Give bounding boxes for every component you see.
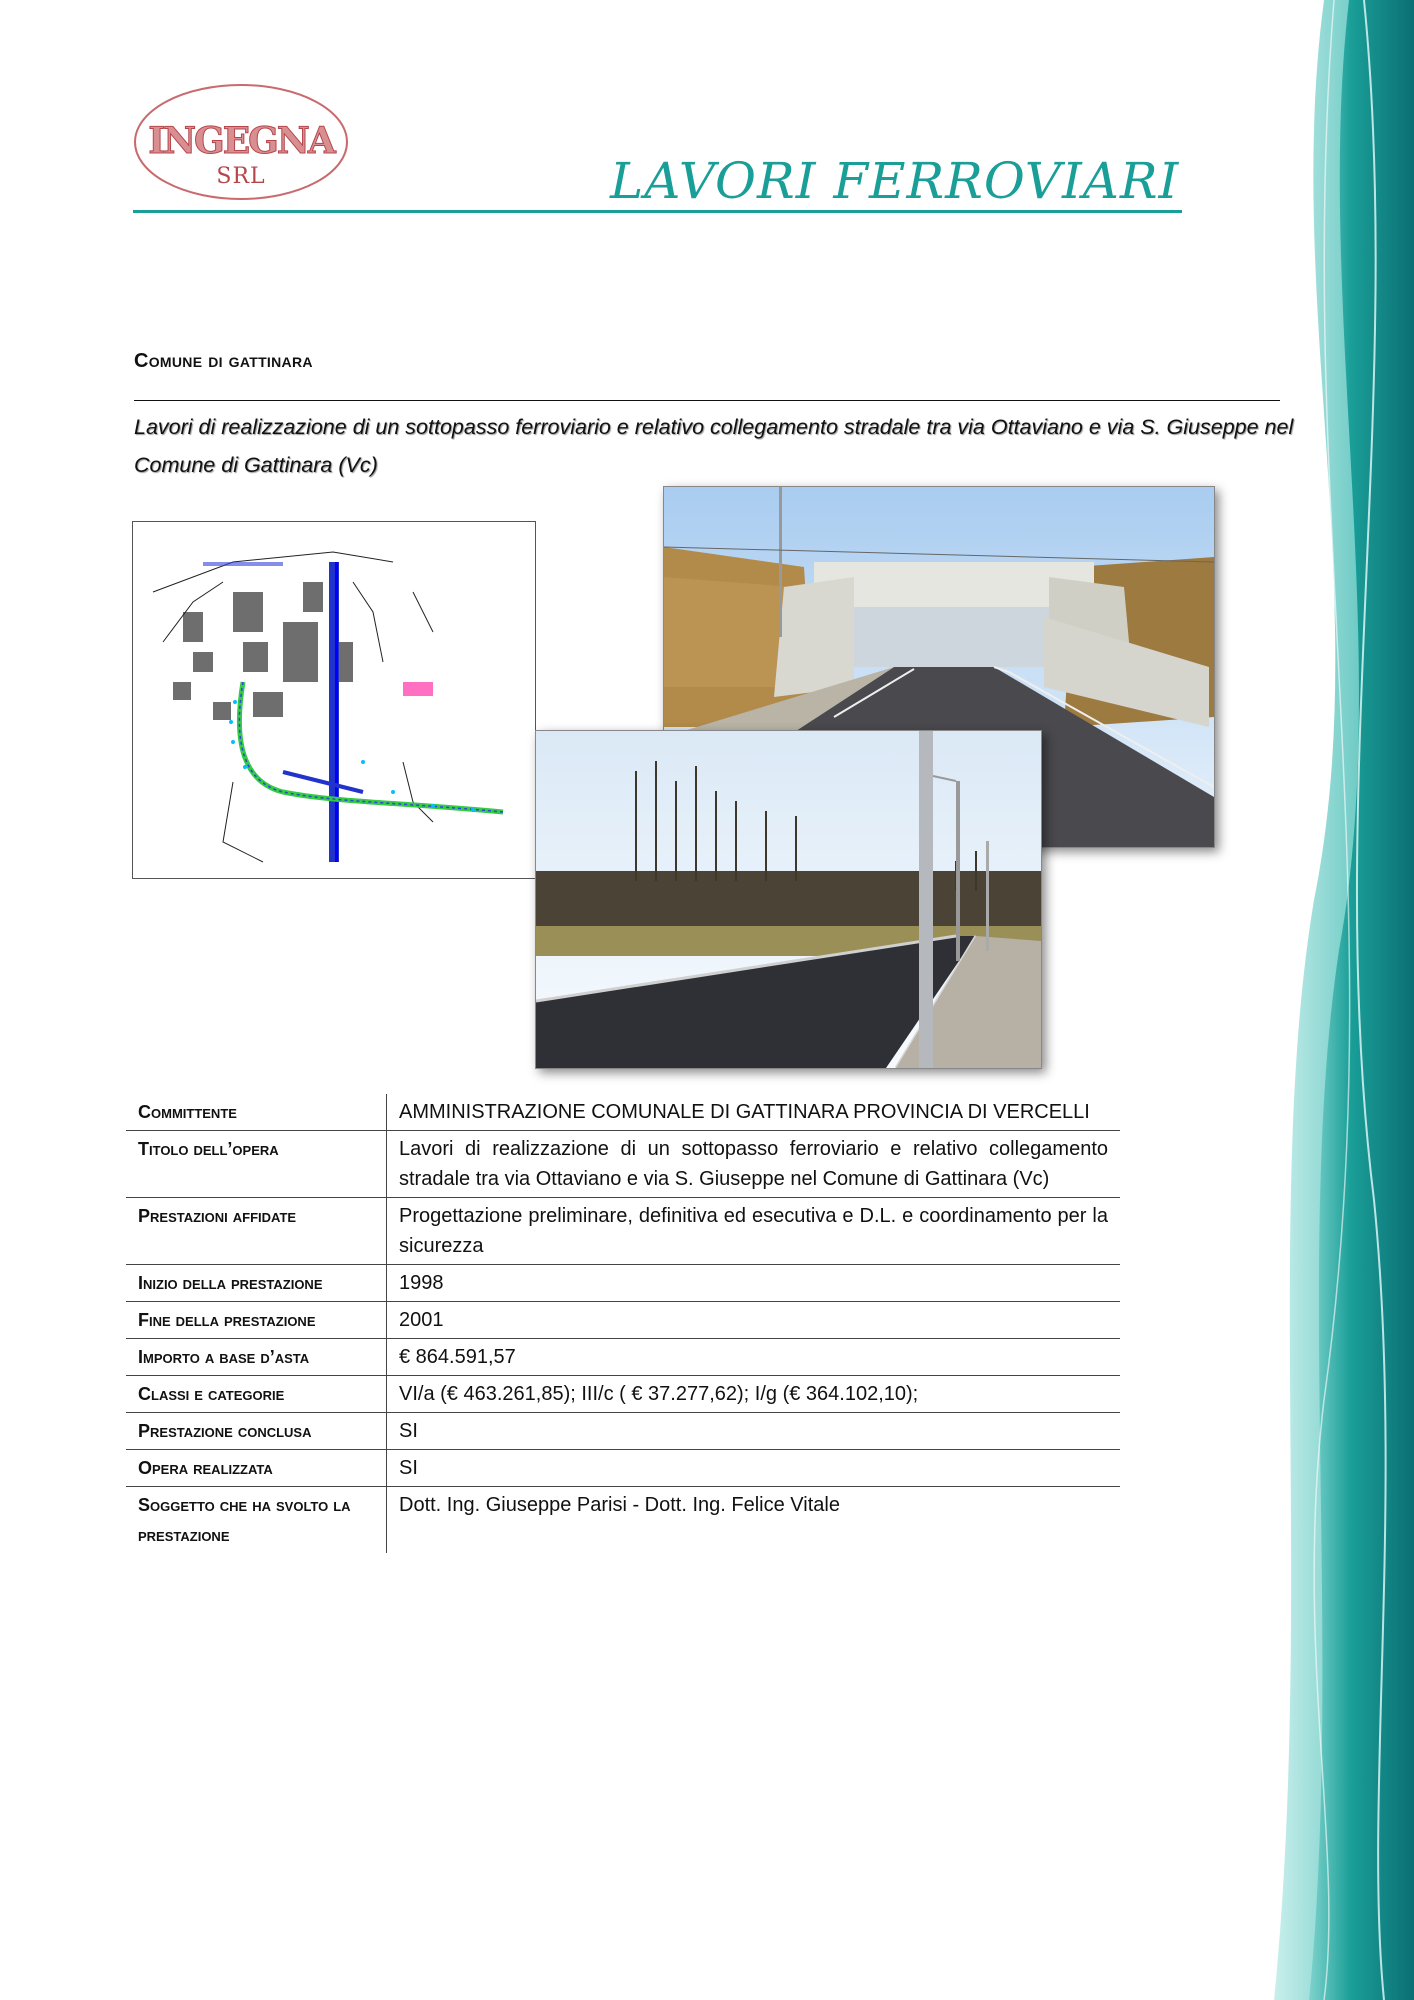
row-label: Fine della prestazione [126, 1302, 387, 1339]
table-row [126, 1376, 1120, 1413]
table-row [126, 1094, 1120, 1131]
table-row [126, 1450, 1120, 1487]
row-value: AMMINISTRAZIONE COMUNALE DI GATTINARA PROVINCIA DI VERCELLI [399, 1101, 1090, 1123]
row-label: Inizio della prestazione [126, 1265, 387, 1302]
road-photo [535, 730, 1042, 1069]
row-label: Committente [126, 1094, 387, 1131]
table-row [126, 1265, 1120, 1302]
row-label: Prestazioni affidate [126, 1198, 387, 1265]
row-label: Opera realizzata [126, 1450, 387, 1487]
logo-name: INGEGNA [148, 120, 334, 162]
row-value: SI [399, 1420, 418, 1442]
section-divider [134, 400, 1280, 401]
company-logo [132, 82, 350, 202]
row-label: Soggetto che ha svolto la prestazione [126, 1487, 387, 1554]
table-row [126, 1413, 1120, 1450]
table-row [126, 1131, 1120, 1198]
decorative-wave-band [1254, 0, 1414, 2000]
row-value: Lavori di realizzazione di un sottopasso ferroviario e relativo collegamento stradale tra via Ottaviano e via S. Giuseppe nel Comune di Gattinara (Vc) [399, 1138, 1108, 1190]
row-label: Titolo dell’opera [126, 1131, 387, 1198]
row-value: Progettazione preliminare, definitiva ed esecutiva e D.L. e coordinamento per la sicurezza [399, 1205, 1108, 1257]
row-value: SI [399, 1457, 418, 1479]
row-value: € 864.591,57 [399, 1346, 516, 1368]
table-row [126, 1198, 1120, 1265]
table-row [126, 1487, 1120, 1554]
row-value: 2001 [399, 1309, 444, 1331]
row-label: Prestazione conclusa [126, 1413, 387, 1450]
project-info-table [126, 1094, 1120, 1553]
row-value: 1998 [399, 1272, 444, 1294]
header-divider [133, 210, 1182, 213]
page-header-title: LAVORI FERROVIARI [610, 152, 1180, 210]
row-value: VI/a (€ 463.261,85); III/c ( € 37.277,62); I/g (€ 364.102,10); [399, 1383, 919, 1405]
section-subtitle: Lavori di realizzazione di un sottopasso ferroviario e relativo collegamento stradale tra via Ottaviano e via S. Giuseppe nel Comune di Gattinara (Vc) [134, 415, 1294, 477]
section-title: Comune di gattinara [134, 350, 313, 372]
site-plan-image [132, 521, 536, 879]
logo-suffix: SRL [216, 164, 266, 189]
table-row [126, 1302, 1120, 1339]
row-value: Dott. Ing. Giuseppe Parisi - Dott. Ing. Felice Vitale [399, 1494, 840, 1516]
row-label: Classi e categorie [126, 1376, 387, 1413]
row-label: Importo a base d’asta [126, 1339, 387, 1376]
table-row [126, 1339, 1120, 1376]
